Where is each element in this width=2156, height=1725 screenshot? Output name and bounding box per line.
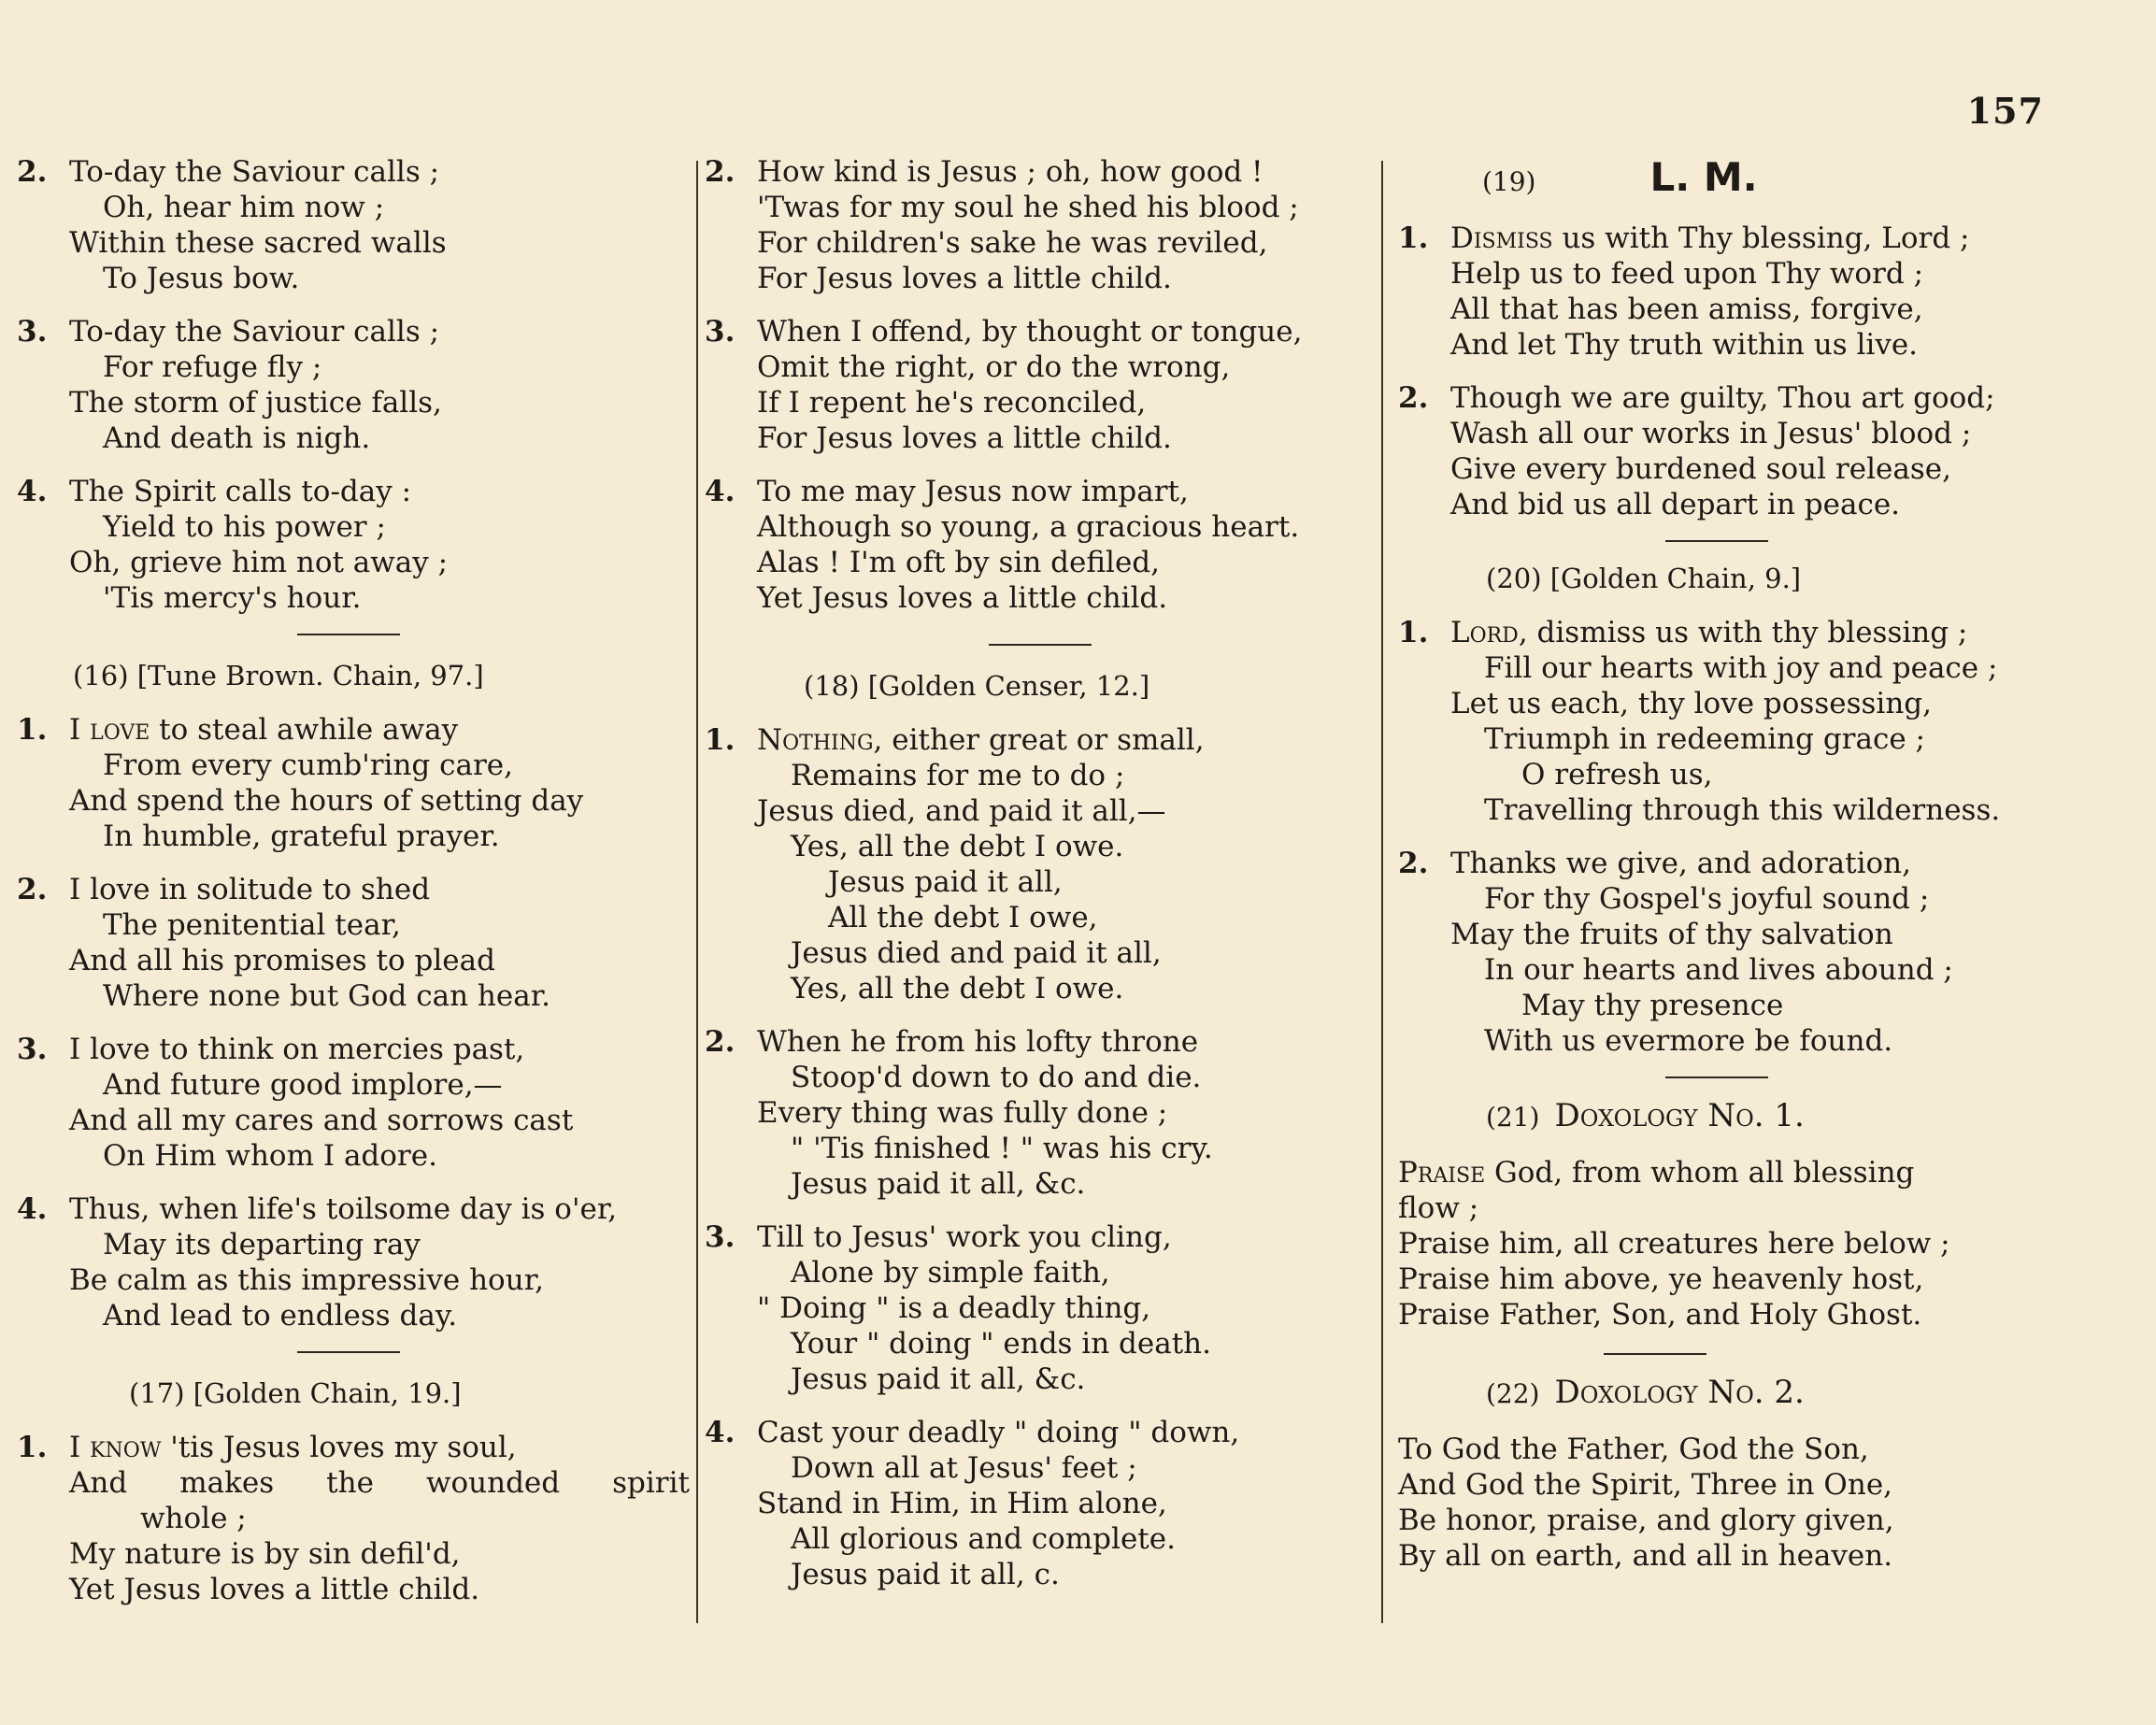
verse-line: Triumph in redeeming grace ; [1484, 722, 1925, 756]
verse-line: And makes the wounded spirit [69, 1466, 690, 1500]
verse-line: Jesus died, and paid it all,— [757, 794, 1166, 828]
verse-line: Every thing was fully done ; [757, 1096, 1168, 1130]
hymn-number: (21) [1486, 1102, 1540, 1133]
verse-line: For thy Gospel's joyful sound ; [1484, 882, 1930, 916]
first-word: I love [69, 713, 150, 747]
hymn-header: (17) [Golden Chain, 19.] [129, 1377, 462, 1409]
verse [705, 474, 1378, 616]
verse-line: Although so young, a gracious heart. [757, 510, 1300, 544]
verse-line: Alas ! I'm oft by sin defiled, [757, 546, 1161, 579]
verse-line: Jesus paid it all, &c. [791, 1362, 1086, 1396]
verse [17, 1430, 690, 1607]
verse [17, 712, 690, 854]
verse-line: For Jesus loves a little child. [757, 262, 1172, 295]
column-left [17, 154, 690, 1625]
verse-line: Alone by simple faith, [791, 1256, 1110, 1290]
verse-line: Be calm as this impressive hour, [69, 1263, 544, 1297]
verse-number: 2. [705, 1025, 735, 1059]
verse [1398, 380, 2071, 522]
verse-line: Stoop'd down to do and die. [791, 1061, 1202, 1094]
verse-line: Jesus paid it all, &c. [791, 1167, 1086, 1201]
hymn-header [1482, 154, 2071, 200]
verse-number: 1. [1398, 616, 1429, 649]
verse-line: To God the Father, God the Son, [1398, 1433, 1869, 1466]
verse-line: And spend the hours of setting day [69, 784, 584, 818]
verse-number: 1. [17, 1431, 48, 1464]
verse-line: And God the Spirit, Three in One, [1398, 1468, 1893, 1502]
hymn-number: (22) [1486, 1378, 1540, 1409]
verse [705, 1024, 1378, 1202]
verse-line: Till to Jesus' work you cling, [757, 1220, 1172, 1254]
verse-line: From every cumb'ring care, [103, 748, 513, 782]
column-divider [696, 161, 698, 1623]
verse-line: May its departing ray [103, 1228, 421, 1262]
verse-line: For children's sake he was reviled, [757, 226, 1268, 260]
verse [17, 474, 690, 616]
verse [17, 314, 690, 456]
verse-line: 'Tis mercy's hour. [103, 581, 362, 615]
first-word: Praise [1398, 1156, 1486, 1190]
verse-line: Let us each, thy love possessing, [1450, 687, 1932, 720]
doxology [1398, 1155, 2071, 1333]
verse-line: Travelling through this wilderness. [1484, 793, 2001, 827]
verse-line: Omit the right, or do the wrong, [757, 350, 1231, 384]
hymn-header: (18) [Golden Censer, 12.] [804, 670, 1150, 702]
verse-number: 4. [17, 1192, 48, 1226]
verse-line: To Jesus bow. [103, 262, 300, 295]
hymn-title: L. M. [1649, 154, 1758, 200]
verse [1398, 221, 2071, 363]
verse-line: Yet Jesus loves a little child. [757, 581, 1168, 615]
verse [17, 1032, 690, 1174]
verse-line: Stand in Him, in Him alone, [757, 1487, 1167, 1520]
verse-line: The storm of justice falls, [69, 386, 442, 420]
verse-line: Praise Father, Son, and Holy Ghost. [1398, 1298, 1922, 1332]
verse-line: And bid us all depart in peace. [1450, 488, 1901, 521]
verse-line [1450, 615, 2071, 650]
verse [17, 872, 690, 1014]
verse-line: My nature is by sin defil'd, [69, 1537, 461, 1571]
hymn-header: (20) [Golden Chain, 9.] [1486, 563, 1802, 594]
verse [705, 1219, 1378, 1397]
verse-line: To-day the Saviour calls ; [69, 315, 440, 349]
section-separator [1665, 540, 1768, 542]
verse-line: With us evermore be found. [1484, 1024, 1893, 1058]
hymn-title: Doxology No. 2. [1554, 1374, 1805, 1411]
verse-line [757, 722, 1378, 758]
verse-line: O refresh us, [1521, 758, 1713, 791]
verse-line: To-day the Saviour calls ; [69, 155, 440, 189]
verse-line: By all on earth, and all in heaven. [1398, 1539, 1893, 1573]
verse-line [69, 1430, 690, 1465]
first-line-rest: to steal awhile away [150, 713, 459, 747]
verse-line: Though we are guilty, Thou art good; [1450, 381, 1995, 415]
verse-line: When I offend, by thought or tongue, [757, 315, 1303, 349]
verse-line: In humble, grateful prayer. [103, 820, 500, 853]
verse-line: Down all at Jesus' feet ; [791, 1451, 1137, 1485]
verse-line: And all his promises to plead [69, 944, 495, 977]
first-word: Nothing [757, 723, 874, 757]
first-line-rest: , dismiss us with thy blessing ; [1518, 616, 1968, 649]
hymn-title: Doxology No. 1. [1554, 1097, 1805, 1134]
verse-line: I love in solitude to shed [69, 873, 431, 906]
verse-line: Jesus died and paid it all, [791, 936, 1162, 970]
verse-line: Thus, when life's toilsome day is o'er, [69, 1192, 618, 1226]
first-word: I know [69, 1431, 162, 1464]
verse-line: Within these sacred walls [69, 226, 447, 260]
verse-line: And let Thy truth within us live. [1450, 328, 1919, 362]
verse-number: 4. [17, 475, 48, 508]
first-word: Dismiss [1450, 221, 1553, 255]
verse-line: All that has been amiss, forgive, [1450, 292, 1923, 326]
verse-line: In our hearts and lives abound ; [1484, 953, 1953, 987]
verse-line [1398, 1155, 2071, 1190]
verse-line: All the debt I owe, [828, 901, 1098, 934]
first-line-rest: , either great or small, [873, 723, 1205, 757]
verse [1398, 846, 2071, 1059]
verse-number: 4. [705, 475, 735, 508]
column-middle [705, 154, 1378, 1610]
verse-line: Remains for me to do ; [791, 759, 1125, 792]
verse-line: Your " doing " ends in death. [791, 1327, 1211, 1361]
verse-line: May thy presence [1521, 989, 1784, 1022]
verse-number: 1. [17, 713, 48, 747]
verse-line: flow ; [1398, 1191, 1479, 1225]
section-separator [1604, 1353, 1706, 1355]
verse-line: On Him whom I adore. [103, 1139, 437, 1173]
verse-line: Give every burdened soul release, [1450, 452, 1951, 486]
verse-number: 1. [1398, 221, 1429, 255]
verse-line: " 'Tis finished ! " was his cry. [791, 1132, 1213, 1165]
verse-line: When he from his lofty throne [757, 1025, 1199, 1059]
column-divider [1381, 161, 1383, 1623]
verse-number: 2. [1398, 381, 1429, 415]
verse-line: To me may Jesus now impart, [757, 475, 1189, 508]
hymn-number: (19) [1482, 166, 1536, 197]
hymn-header [1486, 1097, 2071, 1134]
verse-line: Thanks we give, and adoration, [1450, 847, 1911, 880]
verse-line: Be honor, praise, and glory given, [1398, 1504, 1894, 1537]
verse-line: Oh, grieve him not away ; [69, 546, 449, 579]
verse-line: Where none but God can hear. [103, 979, 550, 1013]
page-number: 157 [1966, 90, 2044, 132]
verse-line: Yield to his power ; [103, 510, 386, 544]
verse-line: And all my cares and sorrows cast [69, 1104, 574, 1137]
verse-line: Oh, hear him now ; [103, 191, 385, 224]
verse-line: And future good implore,— [103, 1068, 503, 1102]
verse-number: 3. [705, 1220, 735, 1254]
verse-line: Yes, all the debt I owe. [791, 972, 1124, 1005]
verse-line: " Doing " is a deadly thing, [757, 1291, 1151, 1325]
verse-line: Help us to feed upon Thy word ; [1450, 257, 1924, 291]
verse-line [1450, 221, 2071, 256]
verse-number: 2. [1398, 847, 1429, 880]
verse-line: All glorious and complete. [791, 1522, 1176, 1556]
hymn-header: (16) [Tune Brown. Chain, 97.] [73, 660, 484, 691]
verse-line [69, 712, 690, 748]
verse-line: If I repent he's reconciled, [757, 386, 1147, 420]
column-right [1398, 154, 2071, 1594]
verse-line: I love to think on mercies past, [69, 1033, 525, 1066]
verse-line: May the fruits of thy salvation [1450, 918, 1893, 951]
verse-line: How kind is Jesus ; oh, how good ! [757, 155, 1264, 189]
verse-line: 'Twas for my soul he shed his blood ; [757, 191, 1299, 224]
verse [17, 1191, 690, 1333]
verse [705, 314, 1378, 456]
verse-line: The penitential tear, [103, 908, 401, 942]
hymn-header [1486, 1374, 2071, 1411]
verse [705, 1415, 1378, 1592]
verse-line: And lead to endless day. [103, 1299, 458, 1333]
verse-number: 3. [17, 1033, 48, 1066]
verse-line: For refuge fly ; [103, 350, 322, 384]
verse [1398, 615, 2071, 828]
verse-line: Cast your deadly " doing " down, [757, 1416, 1240, 1449]
section-separator [297, 634, 400, 635]
verse-number: 3. [705, 315, 735, 349]
verse-line: whole ; [140, 1502, 247, 1535]
first-line-rest: God, from whom all blessing [1485, 1156, 1915, 1190]
section-separator [297, 1351, 400, 1353]
verse-number: 1. [705, 723, 735, 757]
verse-line: Wash all our works in Jesus' blood ; [1450, 417, 1972, 450]
verse-line: Fill our hearts with joy and peace ; [1484, 651, 1998, 685]
first-line-rest: 'tis Jesus loves my soul, [161, 1431, 517, 1464]
verse-line: The Spirit calls to-day : [69, 475, 412, 508]
verse-number: 3. [17, 315, 48, 349]
section-separator [1665, 1076, 1768, 1078]
verse-line: Praise him, all creatures here below ; [1398, 1227, 1950, 1261]
verse-number: 2. [17, 155, 48, 189]
first-word: Lord [1450, 616, 1519, 649]
verse [705, 154, 1378, 296]
verse-line: Jesus paid it all, c. [791, 1558, 1060, 1591]
verse-line: Yet Jesus loves a little child. [69, 1573, 480, 1606]
verse-number: 2. [17, 873, 48, 906]
doxology [1398, 1432, 2071, 1574]
verse-line: Jesus paid it all, [828, 865, 1063, 899]
verse [17, 154, 690, 296]
verse-line: For Jesus loves a little child. [757, 421, 1172, 455]
verse [705, 722, 1378, 1006]
verse-line: Yes, all the debt I owe. [791, 830, 1124, 863]
verse-number: 4. [705, 1416, 735, 1449]
section-separator [989, 644, 1092, 646]
verse-number: 2. [705, 155, 735, 189]
verse-line: And death is nigh. [103, 421, 371, 455]
verse-line: Praise him above, ye heavenly host, [1398, 1262, 1924, 1296]
first-line-rest: us with Thy blessing, Lord ; [1552, 221, 1970, 255]
